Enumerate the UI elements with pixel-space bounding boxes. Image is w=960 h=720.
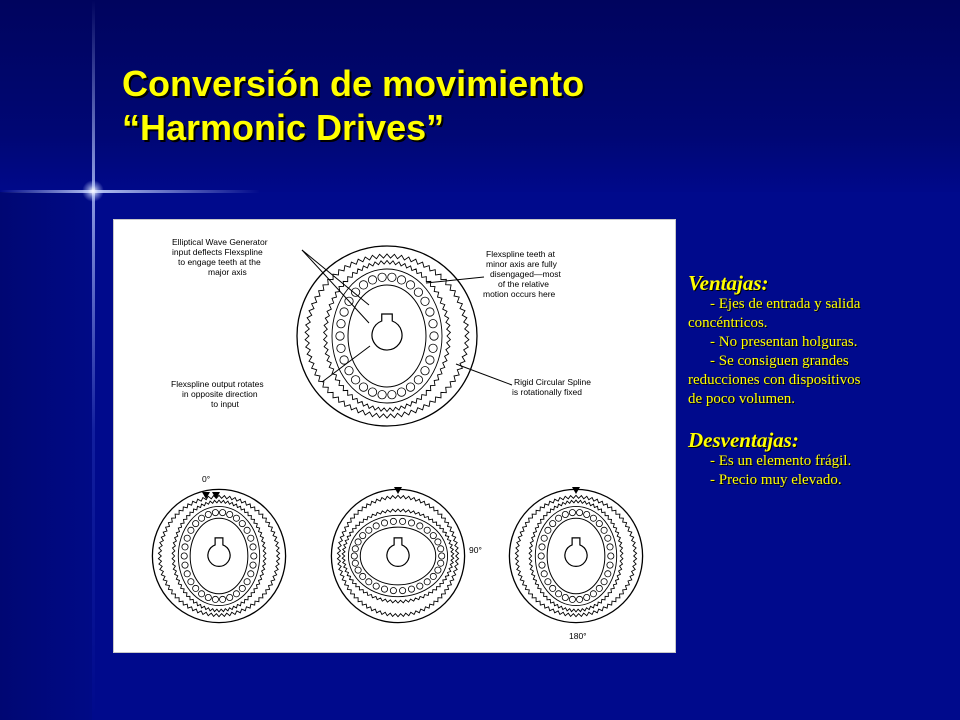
harmonic-drive-0deg (152, 489, 285, 622)
bearing-ball (388, 273, 396, 281)
bearing-ball (198, 591, 204, 597)
bearing-ball (417, 523, 423, 529)
pros-cons-panel (688, 271, 938, 490)
bearing-ball (562, 511, 568, 517)
input-hub (387, 538, 409, 566)
bearing-ball (438, 546, 444, 552)
bearing-ball (336, 332, 344, 340)
bearing-ball (596, 520, 602, 526)
bearing-ball (408, 586, 414, 592)
bearing-ball (227, 594, 233, 600)
bearing-ball (601, 527, 607, 533)
bearing-ball (539, 562, 545, 568)
input-hub (372, 314, 402, 350)
leader-wave-generator (302, 250, 369, 305)
disadvantage-2: - Precio muy elevado. (710, 472, 842, 488)
bearing-ball (406, 281, 414, 289)
bearing-ball (373, 523, 379, 529)
bearing-ball (584, 511, 590, 517)
advantage-3-line-2: reducciones con dispositivos (688, 372, 861, 388)
gear-drawings (152, 246, 642, 623)
bearing-ball (430, 573, 436, 579)
bearing-ball (555, 515, 561, 521)
label-rigid-spline-2: is rotationally fixed (512, 387, 582, 397)
bearing-ball (430, 332, 438, 340)
bearing-ball (351, 376, 359, 384)
bearing-ball (205, 594, 211, 600)
bearing-ball (366, 579, 372, 585)
bearing-ball (605, 571, 611, 577)
light-flare-horizontal (0, 190, 260, 193)
harmonic-drive-diagram (114, 220, 675, 652)
bearing-ball (390, 518, 396, 524)
bearing-ball (368, 276, 376, 284)
bearing-ball (569, 596, 575, 602)
bearing-ball (424, 527, 430, 533)
bearing-ball (239, 520, 245, 526)
bearing-ball (182, 562, 188, 568)
slide-title-line-1: Conversión de movimiento (122, 63, 585, 104)
slide-title (122, 62, 584, 150)
advantage-2: - No presentan holguras. (710, 334, 858, 350)
bearing-ball (337, 344, 345, 352)
bearing-ball (430, 532, 436, 538)
label-wave-generator-2: input deflects Flexspline (172, 247, 263, 257)
label-output-3: to input (211, 399, 239, 409)
bearing-ball (359, 383, 367, 391)
bearing-ball (378, 391, 386, 399)
bearing-ball (182, 544, 188, 550)
bearing-ball (607, 544, 613, 550)
bearing-ball (212, 596, 218, 602)
bearing-ball (193, 520, 199, 526)
bearing-ball (429, 320, 437, 328)
light-flare-center (82, 180, 104, 202)
bearing-ball (435, 539, 441, 545)
bearing-ball (355, 567, 361, 573)
bearing-ball (439, 553, 445, 559)
bearing-ball (233, 515, 239, 521)
bearing-ball (378, 273, 386, 281)
bearing-ball (188, 527, 194, 533)
bearing-ball (355, 539, 361, 545)
harmonic-drive-180deg (509, 489, 642, 622)
bearing-ball (188, 579, 194, 585)
bearing-ball (381, 520, 387, 526)
bearing-ball (368, 388, 376, 396)
bearing-ball (426, 356, 434, 364)
harmonic-drive-main (297, 246, 477, 426)
bearing-ball (248, 535, 254, 541)
light-flare-vertical (92, 0, 95, 720)
bearing-ball (351, 553, 357, 559)
bearing-ball (424, 579, 430, 585)
bearing-ball (390, 587, 396, 593)
bearing-ball (359, 281, 367, 289)
bearing-ball (397, 388, 405, 396)
bearing-ball (545, 579, 551, 585)
bearing-ball (608, 553, 614, 559)
bearing-ball (366, 527, 372, 533)
bearing-ball (590, 515, 596, 521)
bearing-ball (388, 391, 396, 399)
bearing-ball (426, 308, 434, 316)
bearing-ball (429, 344, 437, 352)
bearing-ball (233, 591, 239, 597)
bearing-ball (397, 276, 405, 284)
bearing-ball (360, 573, 366, 579)
label-wave-generator-4: major axis (208, 267, 247, 277)
label-rigid-spline-1: Rigid Circular Spline (514, 377, 592, 387)
bearing-ball (352, 546, 358, 552)
advantage-1-line-2: concéntricos. (688, 315, 768, 331)
bearing-ball (244, 527, 250, 533)
bearing-ball (406, 383, 414, 391)
bearing-ball (373, 583, 379, 589)
bearing-ball (239, 585, 245, 591)
label-minor-axis-4: of the relative (498, 279, 550, 289)
bearing-ball (569, 509, 575, 515)
bearing-ball (545, 527, 551, 533)
bearing-ball (576, 509, 582, 515)
label-angle-90: 90° (469, 545, 482, 555)
bearing-ball (340, 308, 348, 316)
bearing-ball (205, 511, 211, 517)
bearing-ball (550, 585, 556, 591)
bearing-ball (399, 518, 405, 524)
advantages-heading: Ventajas: (688, 271, 769, 295)
bearing-ball (360, 532, 366, 538)
harmonic-drive-90deg (331, 489, 464, 622)
leader-lines (302, 250, 512, 385)
spacer (688, 409, 938, 428)
label-angle-180: 180° (569, 631, 587, 641)
bearing-ball (550, 520, 556, 526)
label-wave-generator-3: to engage teeth at the (178, 257, 261, 267)
bearing-ball (248, 571, 254, 577)
disadvantage-1: - Es un elemento frágil. (710, 453, 852, 469)
bearing-ball (184, 535, 190, 541)
label-minor-axis-3: disengaged—most (490, 269, 561, 279)
bearing-ball (562, 594, 568, 600)
bearing-ball (193, 585, 199, 591)
bearing-ball (219, 596, 225, 602)
bearing-ball (421, 297, 429, 305)
bearing-ball (381, 586, 387, 592)
bearing-ball (414, 288, 422, 296)
input-hub (208, 538, 230, 566)
bearing-ball (345, 367, 353, 375)
label-output-2: in opposite direction (182, 389, 258, 399)
slide-title-line-2: “Harmonic Drives” (122, 107, 445, 148)
advantage-1-line-1: - Ejes de entrada y salida (710, 296, 861, 312)
advantage-3-line-3: de poco volumen. (688, 391, 796, 407)
bearing-ball (605, 535, 611, 541)
bearing-ball (541, 571, 547, 577)
bearing-ball (539, 544, 545, 550)
bearing-ball (414, 376, 422, 384)
bearing-ball (408, 520, 414, 526)
input-hub (565, 538, 587, 566)
bearing-ball (181, 553, 187, 559)
bearing-ball (541, 535, 547, 541)
bearing-ball (352, 560, 358, 566)
bearing-ball (337, 320, 345, 328)
bearing-ball (438, 560, 444, 566)
bearing-ball (227, 511, 233, 517)
bearing-ball (584, 594, 590, 600)
label-minor-axis-5: motion occurs here (483, 289, 556, 299)
label-minor-axis-2: minor axis are fully (486, 259, 557, 269)
bearing-ball (198, 515, 204, 521)
position-marker (572, 487, 580, 494)
bearing-ball (417, 583, 423, 589)
label-wave-generator-1: Elliptical Wave Generator (172, 237, 268, 247)
bearing-ball (590, 591, 596, 597)
label-output-1: Flexspline output rotates (171, 379, 264, 389)
bearing-ball (399, 587, 405, 593)
bearing-ball (421, 367, 429, 375)
harmonic-drive-figure (113, 219, 676, 653)
position-marker (394, 487, 402, 494)
bearing-ball (576, 596, 582, 602)
bearing-ball (219, 509, 225, 515)
label-minor-axis-1: Flexspline teeth at (486, 249, 555, 259)
advantage-3-line-1: - Se consiguen grandes (710, 353, 849, 369)
bearing-ball (607, 562, 613, 568)
bearing-ball (184, 571, 190, 577)
bearing-ball (601, 579, 607, 585)
bearing-ball (244, 579, 250, 585)
bearing-ball (250, 544, 256, 550)
bearing-ball (212, 509, 218, 515)
bearing-ball (435, 567, 441, 573)
bearing-ball (251, 553, 257, 559)
bearing-ball (250, 562, 256, 568)
disadvantages-heading: Desventajas: (688, 428, 799, 452)
bearing-ball (596, 585, 602, 591)
bearing-ball (538, 553, 544, 559)
bearing-ball (555, 591, 561, 597)
label-angle-0: 0° (202, 474, 211, 484)
